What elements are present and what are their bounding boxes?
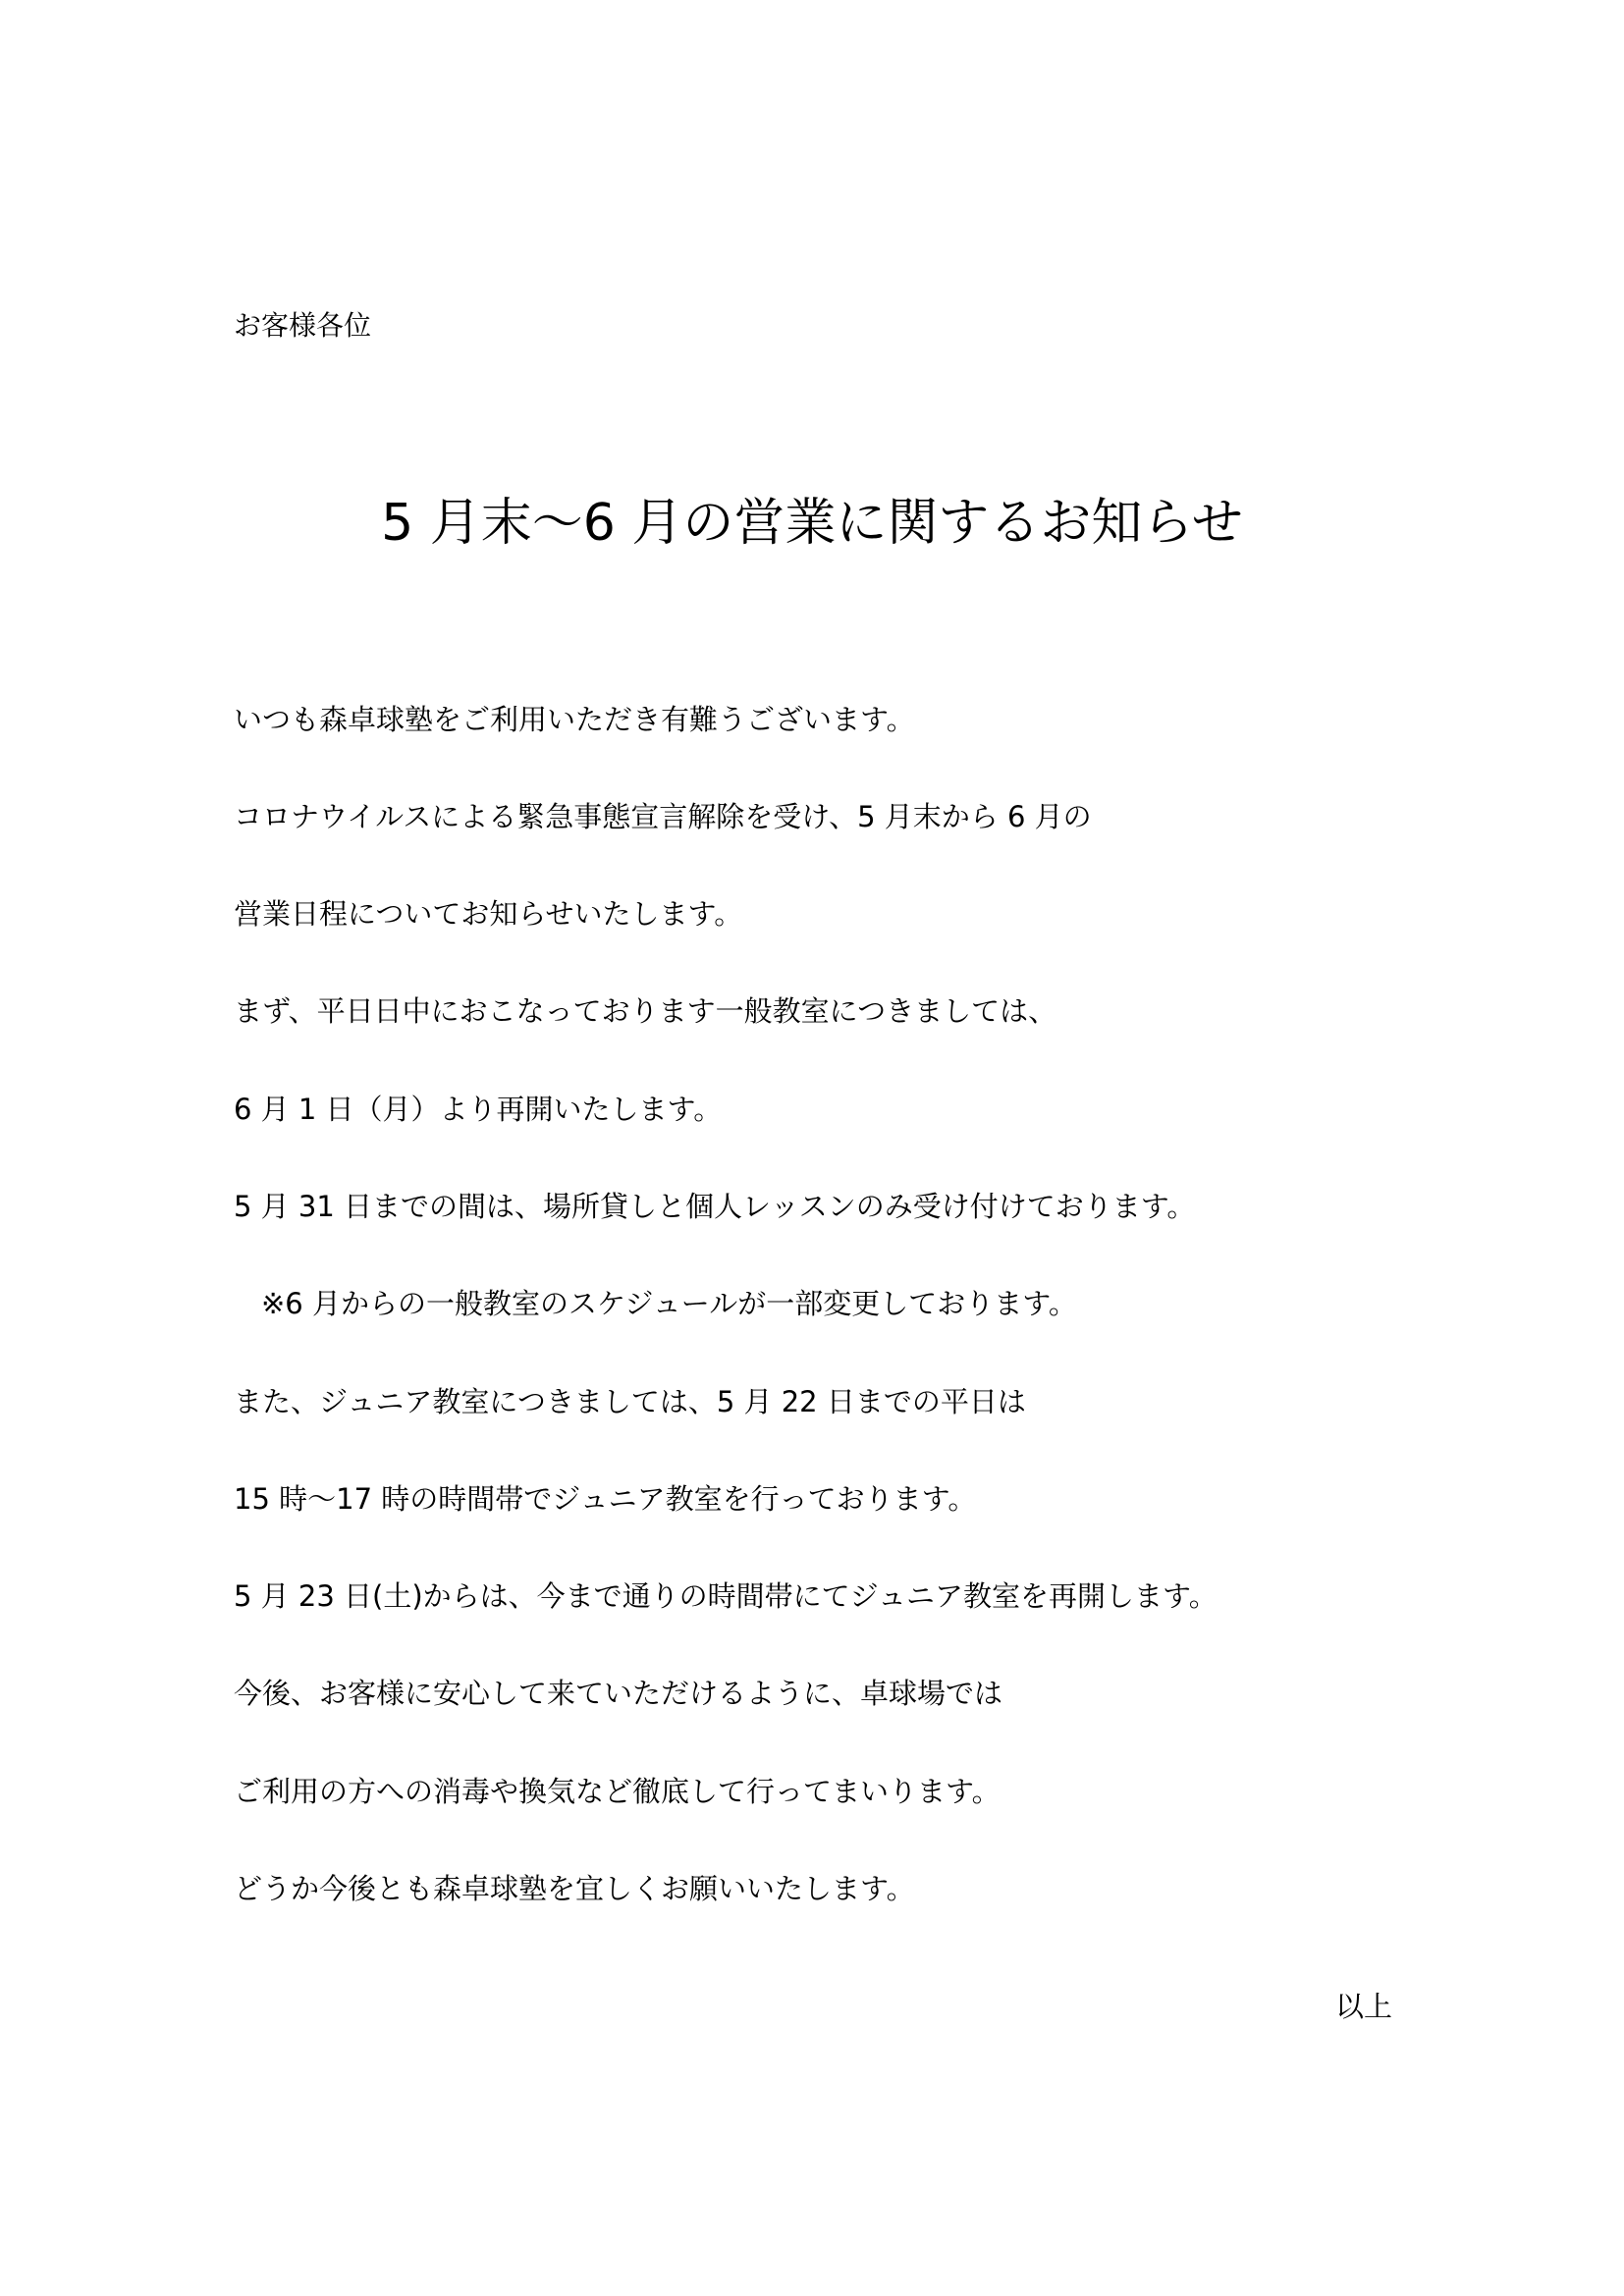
body-line: また、ジュニア教室につきましては、5 月 22 日までの平日は <box>234 1385 1026 1418</box>
body-line: 今後、お客様に安心して来ていただけるように、卓球場では <box>234 1677 1003 1710</box>
body-line: 6 月 1 日（月）より再開いたします。 <box>234 1093 723 1126</box>
body-line: 5 月 31 日までの間は、場所貸しと個人レッスンのみ受け付けております。 <box>234 1190 1196 1223</box>
note-line: ※6 月からの一般教室のスケジュールが一部変更しております。 <box>261 1287 1077 1320</box>
body-line: 15 時～17 時の時間帯でジュニア教室を行っております。 <box>234 1482 977 1516</box>
body-line: ご利用の方への消毒や換気など徹底して行ってまいります。 <box>234 1775 1001 1808</box>
body-line: 5 月 23 日(土)からは、今まで通りの時間帯にてジュニア教室を再開します。 <box>234 1579 1218 1613</box>
document-title: 5 月末～6 月の営業に関するお知らせ <box>381 494 1243 553</box>
body-line: まず、平日日中におこなっております一般教室につきましては、 <box>234 994 1057 1028</box>
closing-mark: 以上 <box>1335 1990 1393 2023</box>
addressee: お客様各位 <box>234 309 372 342</box>
body-line: どうか今後とも森卓球塾を宜しくお願いいたします。 <box>234 1872 915 1905</box>
body-line: 営業日程についてお知らせいたします。 <box>234 897 743 931</box>
body-line: いつも森卓球塾をご利用いただき有難うございます。 <box>234 703 915 736</box>
body-line: コロナウイルスによる緊急事態宣言解除を受け、5 月末から 6 月の <box>234 800 1092 833</box>
